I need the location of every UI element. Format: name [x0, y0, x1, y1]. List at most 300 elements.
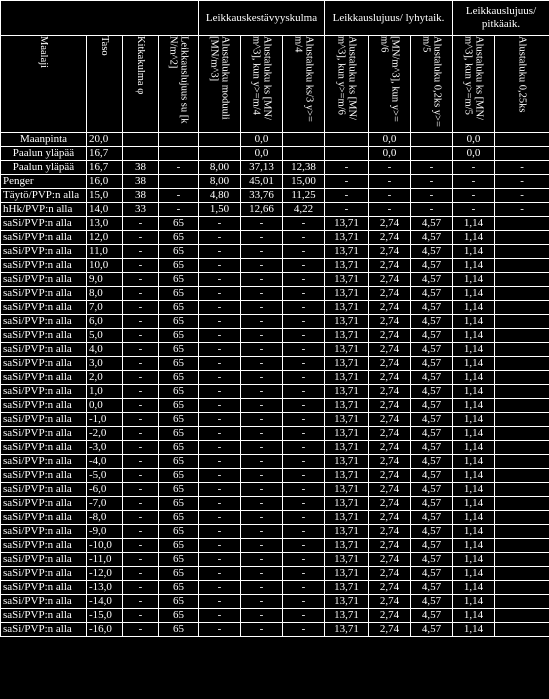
table-cell: - [241, 441, 283, 455]
table-cell: - [241, 231, 283, 245]
table-cell: - [283, 567, 325, 581]
table-cell: 4,57 [411, 273, 453, 287]
table-cell: 12,38 [283, 161, 325, 175]
table-cell: 12,0 [87, 231, 123, 245]
table-cell [495, 315, 549, 329]
table-cell: - [123, 371, 159, 385]
table-cell: 1,14 [453, 483, 495, 497]
table-cell: -13,0 [87, 581, 123, 595]
table-cell: 2,74 [369, 371, 411, 385]
table-row [1, 357, 549, 371]
table-cell: -1,0 [87, 413, 123, 427]
table-cell: saSi/PVP:n alla [1, 371, 87, 385]
table-cell: saSi/PVP:n alla [1, 357, 87, 371]
table-cell: - [283, 469, 325, 483]
table-cell: 65 [159, 553, 199, 567]
table-cell: - [241, 273, 283, 287]
table-cell: 65 [159, 581, 199, 595]
col-header-level: Taso [87, 36, 123, 133]
table-row [1, 385, 549, 399]
col-header-soil: Maalaji [1, 36, 87, 133]
table-cell: 20,0 [87, 133, 123, 147]
table-cell: saSi/PVP:n alla [1, 469, 87, 483]
table-cell: - [123, 343, 159, 357]
table-cell: - [283, 553, 325, 567]
table-cell: - [199, 427, 241, 441]
column-header-row [1, 36, 549, 133]
table-cell: 13,71 [325, 329, 369, 343]
table-cell: 2,74 [369, 217, 411, 231]
table-cell: 13,71 [325, 217, 369, 231]
table-header [1, 1, 549, 133]
table-cell: - [283, 371, 325, 385]
table-cell [123, 133, 159, 147]
table-cell: 2,74 [369, 441, 411, 455]
table-cell: 2,74 [369, 315, 411, 329]
table-cell: 1,14 [453, 315, 495, 329]
table-cell: - [325, 161, 369, 175]
table-cell: 0,0 [241, 147, 283, 161]
table-cell: - [369, 189, 411, 203]
table-cell: 13,71 [325, 623, 369, 637]
table-cell [495, 385, 549, 399]
table-cell: - [283, 287, 325, 301]
table-cell: - [199, 595, 241, 609]
table-cell: - [199, 553, 241, 567]
table-cell: 0,0 [241, 133, 283, 147]
table-cell [495, 609, 549, 623]
table-cell: - [123, 469, 159, 483]
table-cell: 9,0 [87, 273, 123, 287]
table-cell: saSi/PVP:n alla [1, 385, 87, 399]
table-cell: 13,71 [325, 371, 369, 385]
table-cell: 8,00 [199, 161, 241, 175]
table-cell: - [123, 511, 159, 525]
table-cell: 4,57 [411, 483, 453, 497]
table-cell: 12,66 [241, 203, 283, 217]
table-cell: - [123, 399, 159, 413]
table-cell: 65 [159, 371, 199, 385]
table-cell: - [283, 483, 325, 497]
table-cell: - [123, 259, 159, 273]
table-cell: 45,01 [241, 175, 283, 189]
table-cell: saSi/PVP:n alla [1, 301, 87, 315]
table-cell: 38 [123, 161, 159, 175]
table-cell: - [199, 287, 241, 301]
table-cell [495, 427, 549, 441]
table-cell: - [241, 259, 283, 273]
table-cell: - [199, 581, 241, 595]
table-cell [495, 525, 549, 539]
table-cell [495, 133, 549, 147]
table-cell: 65 [159, 595, 199, 609]
table-cell: - [241, 343, 283, 357]
table-cell: Paalun yläpää [1, 147, 87, 161]
table-cell [495, 343, 549, 357]
table-cell: - [241, 287, 283, 301]
table-cell: 0,0 [369, 147, 411, 161]
table-cell: 65 [159, 357, 199, 371]
table-row [1, 567, 549, 581]
table-cell: 13,71 [325, 273, 369, 287]
table-cell: - [453, 175, 495, 189]
table-cell: - [199, 511, 241, 525]
table-cell [495, 301, 549, 315]
table-cell: - [495, 203, 549, 217]
table-cell: 33,76 [241, 189, 283, 203]
table-cell: - [199, 231, 241, 245]
table-cell: 1,14 [453, 385, 495, 399]
table-cell: - [325, 203, 369, 217]
table-cell: 1,14 [453, 287, 495, 301]
table-cell: - [199, 469, 241, 483]
table-cell: - [241, 525, 283, 539]
table-cell: - [123, 413, 159, 427]
table-cell: - [123, 315, 159, 329]
table-cell: - [199, 301, 241, 315]
table-cell: 2,74 [369, 343, 411, 357]
table-cell: - [241, 385, 283, 399]
table-cell [411, 147, 453, 161]
table-cell: 0,0 [87, 399, 123, 413]
table-cell: - [199, 357, 241, 371]
table-row [1, 371, 549, 385]
table-cell: - [241, 511, 283, 525]
table-cell: 2,74 [369, 399, 411, 413]
table-cell: - [199, 455, 241, 469]
table-cell: 4,57 [411, 301, 453, 315]
table-cell: - [283, 497, 325, 511]
table-cell: 4,57 [411, 581, 453, 595]
table-cell: - [283, 343, 325, 357]
table-cell: - [123, 329, 159, 343]
table-cell: 13,71 [325, 357, 369, 371]
table-cell: 4,57 [411, 315, 453, 329]
table-cell [495, 231, 549, 245]
table-cell: 1,14 [453, 595, 495, 609]
table-cell: 2,74 [369, 609, 411, 623]
table-cell: -8,0 [87, 511, 123, 525]
table-cell: saSi/PVP:n alla [1, 399, 87, 413]
table-cell: 4,57 [411, 217, 453, 231]
table-cell: saSi/PVP:n alla [1, 553, 87, 567]
table-row [1, 133, 549, 147]
table-cell: 4,22 [283, 203, 325, 217]
table-cell: - [411, 203, 453, 217]
table-cell: 4,57 [411, 259, 453, 273]
table-row [1, 483, 549, 497]
table-cell: saSi/PVP:n alla [1, 329, 87, 343]
table-cell: -12,0 [87, 567, 123, 581]
table-cell: 13,71 [325, 539, 369, 553]
table-cell: - [453, 161, 495, 175]
table-cell: - [411, 189, 453, 203]
table-cell: - [199, 315, 241, 329]
table-cell: - [283, 595, 325, 609]
table-cell: - [283, 357, 325, 371]
table-cell: - [199, 497, 241, 511]
table-cell: 4,57 [411, 455, 453, 469]
table-cell: 4,0 [87, 343, 123, 357]
table-cell: - [123, 497, 159, 511]
table-cell: 0,0 [453, 147, 495, 161]
table-cell: 4,57 [411, 595, 453, 609]
table-cell: saSi/PVP:n alla [1, 455, 87, 469]
table-cell: -7,0 [87, 497, 123, 511]
table-cell: 2,74 [369, 567, 411, 581]
table-cell: 13,71 [325, 301, 369, 315]
table-cell: 13,71 [325, 427, 369, 441]
table-row [1, 595, 549, 609]
table-cell: 2,74 [369, 287, 411, 301]
table-cell [159, 175, 199, 189]
table-cell: 16,0 [87, 175, 123, 189]
table-cell [495, 245, 549, 259]
table-cell [495, 413, 549, 427]
table-cell: - [283, 609, 325, 623]
table-row [1, 399, 549, 413]
table-cell: - [241, 371, 283, 385]
table-cell: - [325, 175, 369, 189]
table-cell: saSi/PVP:n alla [1, 581, 87, 595]
table-cell: 2,74 [369, 357, 411, 371]
table-cell: 13,71 [325, 469, 369, 483]
table-cell: saSi/PVP:n alla [1, 273, 87, 287]
table-cell: 4,57 [411, 567, 453, 581]
table-cell: Penger [1, 175, 87, 189]
table-cell: 13,71 [325, 609, 369, 623]
table-cell: 65 [159, 301, 199, 315]
table-cell: - [123, 567, 159, 581]
table-cell: 1,14 [453, 273, 495, 287]
table-cell [495, 567, 549, 581]
table-cell: - [199, 567, 241, 581]
table-cell: 16,7 [87, 161, 123, 175]
table-cell: 1,14 [453, 231, 495, 245]
table-cell: - [241, 301, 283, 315]
table-cell: 2,74 [369, 245, 411, 259]
table-cell: 4,57 [411, 357, 453, 371]
table-cell: 2,74 [369, 427, 411, 441]
table-cell [495, 441, 549, 455]
table-cell [495, 273, 549, 287]
table-cell: -5,0 [87, 469, 123, 483]
table-cell: 10,0 [87, 259, 123, 273]
table-cell: - [453, 203, 495, 217]
table-cell: saSi/PVP:n alla [1, 525, 87, 539]
table-cell [495, 455, 549, 469]
table-cell: - [495, 161, 549, 175]
table-cell: - [283, 315, 325, 329]
header-blank [1, 1, 199, 36]
table-row [1, 623, 549, 637]
table-cell: 14,0 [87, 203, 123, 217]
table-cell [495, 399, 549, 413]
table-cell: - [199, 441, 241, 455]
group-header-shear-angle: Leikkauskestävyyskulma [199, 1, 325, 36]
table-cell: saSi/PVP:n alla [1, 245, 87, 259]
table-cell: 65 [159, 469, 199, 483]
table-cell: - [241, 623, 283, 637]
table-cell [495, 469, 549, 483]
table-cell [199, 133, 241, 147]
table-row [1, 581, 549, 595]
table-row [1, 455, 549, 469]
table-row [1, 441, 549, 455]
table-cell: 4,57 [411, 329, 453, 343]
table-cell: 2,74 [369, 301, 411, 315]
table-cell [495, 497, 549, 511]
table-cell: - [283, 455, 325, 469]
table-cell: - [199, 259, 241, 273]
table-cell: -14,0 [87, 595, 123, 609]
table-body [1, 133, 549, 637]
table-cell: Täytö/PVP:n alla [1, 189, 87, 203]
table-cell: 65 [159, 539, 199, 553]
table-row [1, 469, 549, 483]
table-cell: - [199, 273, 241, 287]
table-cell: - [283, 539, 325, 553]
table-cell: 13,71 [325, 497, 369, 511]
table-cell: 33 [123, 203, 159, 217]
table-cell: - [123, 287, 159, 301]
table-cell: - [283, 273, 325, 287]
table-cell: 65 [159, 385, 199, 399]
table-cell: 13,71 [325, 581, 369, 595]
table-cell: - [123, 273, 159, 287]
table-row [1, 343, 549, 357]
table-cell: 13,0 [87, 217, 123, 231]
table-cell: 2,74 [369, 385, 411, 399]
table-cell: - [283, 329, 325, 343]
table-cell: 65 [159, 245, 199, 259]
table-cell: - [283, 259, 325, 273]
table-cell [495, 483, 549, 497]
table-cell: 1,14 [453, 301, 495, 315]
table-row [1, 497, 549, 511]
table-cell: - [241, 329, 283, 343]
table-cell: - [199, 245, 241, 259]
table-cell: 4,57 [411, 385, 453, 399]
table-row [1, 203, 549, 217]
table-cell: - [283, 525, 325, 539]
table-cell: - [411, 161, 453, 175]
table-row [1, 315, 549, 329]
table-row [1, 259, 549, 273]
table-cell: - [495, 175, 549, 189]
table-cell: - [199, 609, 241, 623]
table-cell: -15,0 [87, 609, 123, 623]
table-cell: 13,71 [325, 315, 369, 329]
table-cell: - [159, 161, 199, 175]
table-cell: 11,25 [283, 189, 325, 203]
table-cell: 4,57 [411, 231, 453, 245]
table-cell: 65 [159, 217, 199, 231]
table-cell: - [199, 385, 241, 399]
table-cell: 1,14 [453, 427, 495, 441]
table-cell: 1,14 [453, 511, 495, 525]
table-cell [325, 133, 369, 147]
table-cell: 1,14 [453, 371, 495, 385]
col-header-ks3: Alustaluku ks/3 y>=m/4 [283, 36, 325, 133]
table-row [1, 161, 549, 175]
table-cell: 2,74 [369, 595, 411, 609]
table-cell: - [199, 525, 241, 539]
table-cell [495, 329, 549, 343]
table-cell: 2,74 [369, 539, 411, 553]
table-cell: - [123, 539, 159, 553]
table-cell: 13,71 [325, 385, 369, 399]
table-cell: 38 [123, 189, 159, 203]
table-cell: 4,57 [411, 427, 453, 441]
table-cell: 4,57 [411, 511, 453, 525]
table-cell: 4,57 [411, 525, 453, 539]
table-cell: 2,74 [369, 511, 411, 525]
table-cell: - [199, 371, 241, 385]
table-cell: - [199, 539, 241, 553]
table-cell: 2,74 [369, 273, 411, 287]
table-cell: 2,74 [369, 497, 411, 511]
table-cell: 65 [159, 343, 199, 357]
table-cell: 13,71 [325, 511, 369, 525]
table-cell: - [241, 245, 283, 259]
table-cell: 2,74 [369, 553, 411, 567]
table-cell [283, 133, 325, 147]
table-cell: 65 [159, 567, 199, 581]
table-cell: saSi/PVP:n alla [1, 497, 87, 511]
table-row [1, 287, 549, 301]
table-cell: 15,0 [87, 189, 123, 203]
group-header-row [1, 1, 549, 36]
table-cell: 2,74 [369, 469, 411, 483]
table-cell: - [241, 217, 283, 231]
table-cell: - [123, 525, 159, 539]
table-cell [283, 147, 325, 161]
table-cell: 13,71 [325, 259, 369, 273]
table-cell: saSi/PVP:n alla [1, 623, 87, 637]
table-cell: - [199, 399, 241, 413]
table-cell [495, 147, 549, 161]
table-cell: 13,71 [325, 343, 369, 357]
table-cell: 1,0 [87, 385, 123, 399]
table-cell: 65 [159, 441, 199, 455]
table-cell: - [123, 441, 159, 455]
table-cell: - [199, 623, 241, 637]
table-cell: - [283, 441, 325, 455]
table-cell [325, 147, 369, 161]
table-row [1, 511, 549, 525]
table-cell: 4,57 [411, 399, 453, 413]
table-cell: 4,57 [411, 623, 453, 637]
table-cell: 11,0 [87, 245, 123, 259]
table-cell [411, 133, 453, 147]
table-cell: - [283, 399, 325, 413]
table-cell: 2,74 [369, 231, 411, 245]
table-cell: 65 [159, 315, 199, 329]
table-cell: 3,0 [87, 357, 123, 371]
group-header-short-term: Leikkauslujuus/ lyhytaik. [325, 1, 453, 36]
table-cell: -16,0 [87, 623, 123, 637]
col-header-friction: Kitkakulma φ [123, 36, 159, 133]
table-cell: - [369, 161, 411, 175]
table-cell [495, 287, 549, 301]
table-cell: 37,13 [241, 161, 283, 175]
table-cell: - [123, 217, 159, 231]
table-cell: 65 [159, 609, 199, 623]
table-cell: saSi/PVP:n alla [1, 567, 87, 581]
table-row [1, 329, 549, 343]
table-cell: -11,0 [87, 553, 123, 567]
